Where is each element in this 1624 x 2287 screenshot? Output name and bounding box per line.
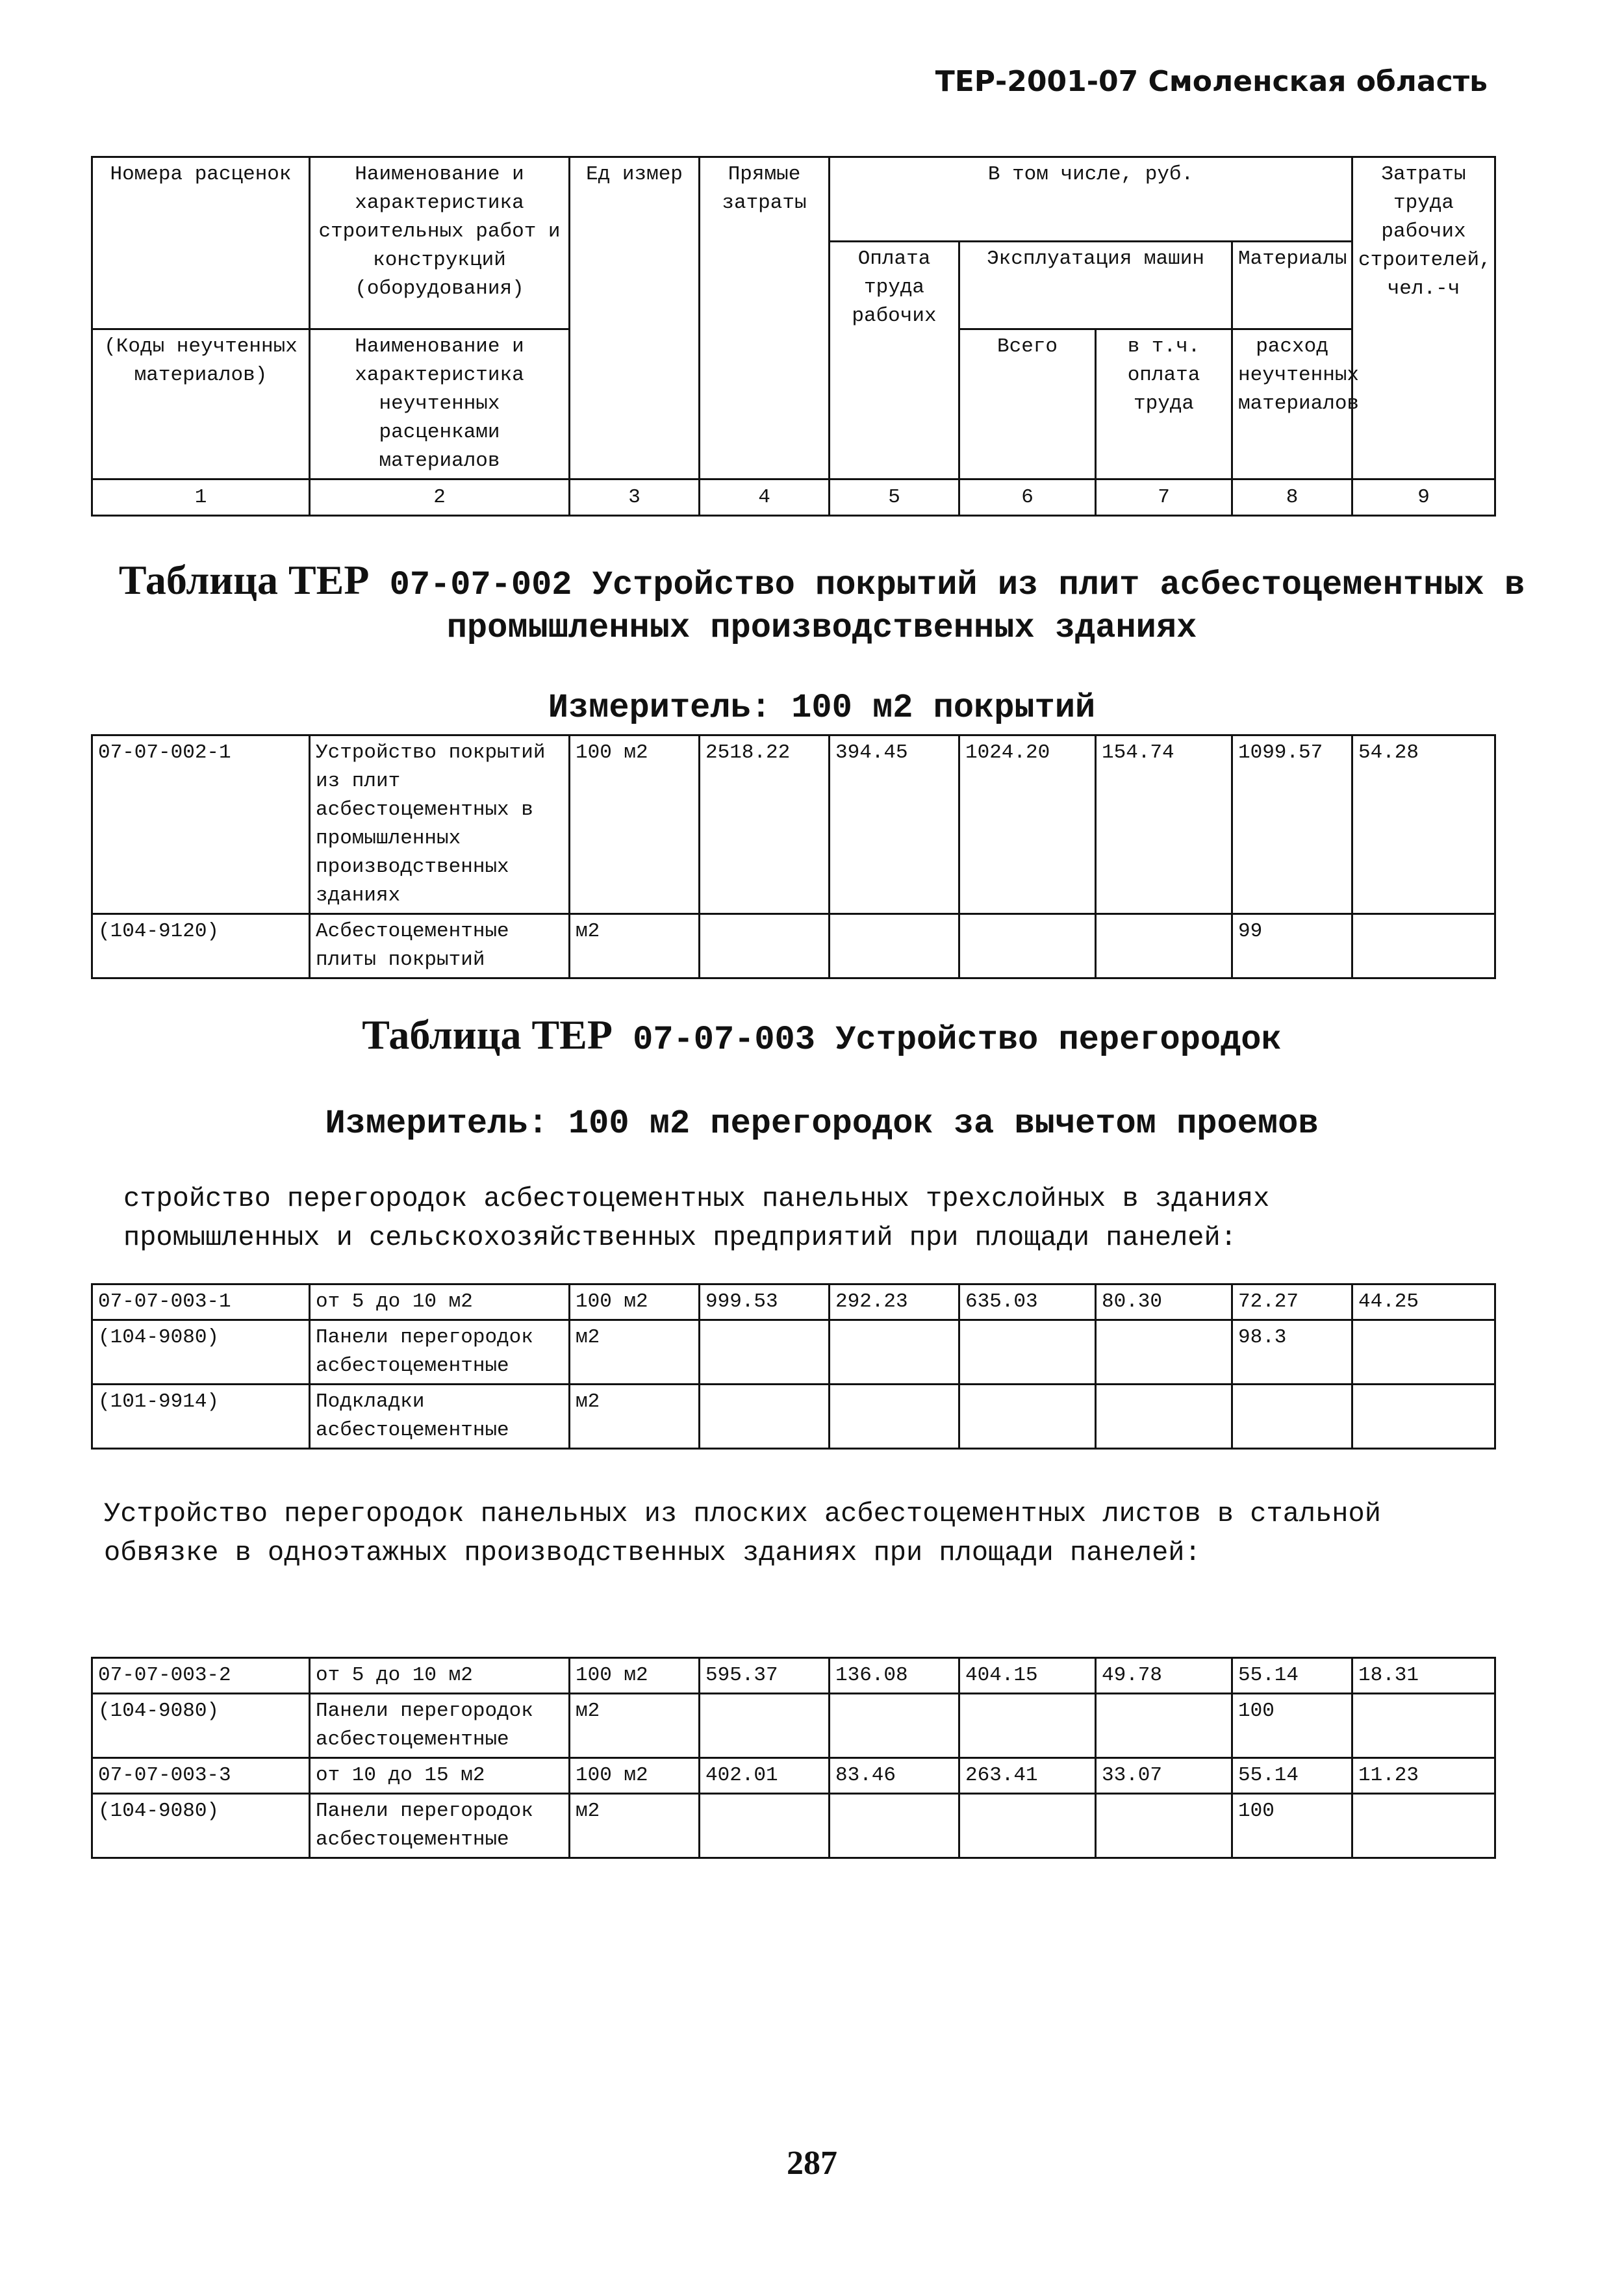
work-description: от 10 до 15 м2 xyxy=(310,1758,570,1794)
machines-labor xyxy=(1096,1794,1232,1858)
direct-costs xyxy=(700,1385,830,1449)
materials-consumption: 99 xyxy=(1232,914,1352,978)
header-including: В том числе, руб. xyxy=(830,157,1352,242)
labor-hours xyxy=(1352,1320,1495,1385)
direct-costs: 595.37 xyxy=(700,1658,830,1694)
direct-costs xyxy=(700,1694,830,1758)
table-row xyxy=(92,1758,1495,1794)
header-work-description: Наименование и характеристика строительных работ и конструкций (оборудования) xyxy=(310,157,570,329)
unit: 100 м2 xyxy=(570,735,700,914)
machines-total xyxy=(959,1694,1096,1758)
table-002-title-text: Устройство покрытий из плит асбестоцементных в промышленных производственных зданиях xyxy=(446,566,1525,647)
column-number: 3 xyxy=(570,479,700,516)
column-number: 6 xyxy=(959,479,1096,516)
column-number: 1 xyxy=(92,479,310,516)
rate-code: 07-07-003-2 xyxy=(92,1658,310,1694)
materials-consumption: 98.3 xyxy=(1232,1320,1352,1385)
labor-hours xyxy=(1352,914,1495,978)
table-002-title-code: 07-07-002 xyxy=(389,566,572,604)
direct-costs: 999.53 xyxy=(700,1284,830,1320)
header-machines-labor: в т.ч. оплата труда xyxy=(1096,329,1232,479)
machines-total xyxy=(959,914,1096,978)
header-unit: Ед измер xyxy=(570,157,700,479)
table-003-title-lead: Таблица ТЕР xyxy=(362,1012,613,1058)
machines-labor xyxy=(1096,1320,1232,1385)
header-material-description: Наименование и характеристика неучтенных расценками материалов xyxy=(310,329,570,479)
materials-consumption xyxy=(1232,1385,1352,1449)
unit: м2 xyxy=(570,1794,700,1858)
machines-labor xyxy=(1096,1694,1232,1758)
column-header-table xyxy=(91,156,1496,517)
materials: 1099.57 xyxy=(1232,735,1352,914)
labor-hours xyxy=(1352,1794,1495,1858)
material-description: Панели перегородок асбестоцементные xyxy=(310,1694,570,1758)
unit: м2 xyxy=(570,914,700,978)
table-003-meter: Измеритель: 100 м2 перегородок за вычетом проемов xyxy=(325,1105,1319,1143)
table-003-title-code: 07-07-003 xyxy=(633,1021,815,1059)
column-number: 2 xyxy=(310,479,570,516)
material-description: Асбестоцементные плиты покрытий xyxy=(310,914,570,978)
material-code: (101-9914) xyxy=(92,1385,310,1449)
column-number: 8 xyxy=(1232,479,1352,516)
table-002-title xyxy=(78,559,1566,650)
table-row xyxy=(92,735,1495,914)
labor-hours: 18.31 xyxy=(1352,1658,1495,1694)
machines-labor: 80.30 xyxy=(1096,1284,1232,1320)
labor-pay: 83.46 xyxy=(830,1758,959,1794)
table-row xyxy=(92,1385,1495,1449)
labor-pay xyxy=(830,1794,959,1858)
labor-pay xyxy=(830,1694,959,1758)
machines-total xyxy=(959,1385,1096,1449)
labor-hours: 11.23 xyxy=(1352,1758,1495,1794)
materials: 55.14 xyxy=(1232,1758,1352,1794)
materials: 72.27 xyxy=(1232,1284,1352,1320)
direct-costs: 2518.22 xyxy=(700,735,830,914)
table-row xyxy=(92,914,1495,978)
rate-code: 07-07-003-1 xyxy=(92,1284,310,1320)
table-003-title xyxy=(78,1014,1566,1062)
labor-hours xyxy=(1352,1694,1495,1758)
unit: 100 м2 xyxy=(570,1658,700,1694)
page-number: 287 xyxy=(787,2145,837,2182)
table-row xyxy=(92,1658,1495,1694)
table-row xyxy=(92,1284,1495,1320)
unit: м2 xyxy=(570,1320,700,1385)
materials: 55.14 xyxy=(1232,1658,1352,1694)
labor-pay xyxy=(830,914,959,978)
unit: 100 м2 xyxy=(570,1284,700,1320)
machines-labor xyxy=(1096,1385,1232,1449)
material-code: (104-9080) xyxy=(92,1794,310,1858)
header-rate-numbers: Номера расценок xyxy=(92,157,310,329)
running-header: ТЕР-2001-07 Смоленская область xyxy=(935,65,1488,98)
table-003-group-1 xyxy=(91,1283,1496,1450)
header-materials-consumption: расход неучтенных материалов xyxy=(1232,329,1352,479)
table-row xyxy=(92,1320,1495,1385)
materials-consumption: 100 xyxy=(1232,1794,1352,1858)
column-number: 7 xyxy=(1096,479,1232,516)
table-003-title-text: Устройство перегородок xyxy=(835,1021,1282,1059)
labor-hours: 54.28 xyxy=(1352,735,1495,914)
table-002 xyxy=(91,734,1496,979)
table-002-title-lead: Таблица ТЕР xyxy=(118,557,370,603)
machines-labor: 49.78 xyxy=(1096,1658,1232,1694)
rate-code: 07-07-003-3 xyxy=(92,1758,310,1794)
rate-code: 07-07-002-1 xyxy=(92,735,310,914)
machines-total xyxy=(959,1794,1096,1858)
material-description: Панели перегородок асбестоцементные xyxy=(310,1794,570,1858)
header-direct-costs: Прямые затраты xyxy=(700,157,830,479)
work-description: Устройство покрытий из плит асбестоцементных в промышленных производственных зданиях xyxy=(310,735,570,914)
material-description: Панели перегородок асбестоцементные xyxy=(310,1320,570,1385)
unit: м2 xyxy=(570,1385,700,1449)
direct-costs xyxy=(700,1794,830,1858)
table-row xyxy=(92,1794,1495,1858)
direct-costs xyxy=(700,1320,830,1385)
labor-pay: 394.45 xyxy=(830,735,959,914)
header-labor-costs: Затраты труда рабочих строителей, чел.-ч xyxy=(1352,157,1495,479)
machines-total: 1024.20 xyxy=(959,735,1096,914)
material-description: Подкладки асбестоцементные xyxy=(310,1385,570,1449)
header-material-codes: (Коды неучтенных материалов) xyxy=(92,329,310,479)
material-code: (104-9120) xyxy=(92,914,310,978)
direct-costs: 402.01 xyxy=(700,1758,830,1794)
column-number: 5 xyxy=(830,479,959,516)
direct-costs xyxy=(700,914,830,978)
group-2-caption: Устройство перегородок панельных из плоских асбестоцементных листов в стальной обвязке в одноэтажных производственных зданиях при площади панелей: xyxy=(104,1498,1381,1568)
machines-total xyxy=(959,1320,1096,1385)
material-code: (104-9080) xyxy=(92,1694,310,1758)
labor-hours xyxy=(1352,1385,1495,1449)
group-1-caption: стройство перегородок асбестоцементных панельных трехслойных в зданиях промышленных и сельскохозяйственных предприятий при площади панелей: xyxy=(123,1183,1270,1253)
header-machine-operation: Эксплуатация машин xyxy=(959,242,1232,329)
machines-total: 404.15 xyxy=(959,1658,1096,1694)
header-labor-pay: Оплата труда рабочих xyxy=(830,242,959,479)
header-machines-total: Всего xyxy=(959,329,1096,479)
table-003-group-2 xyxy=(91,1657,1496,1859)
machines-labor xyxy=(1096,914,1232,978)
machines-labor: 33.07 xyxy=(1096,1758,1232,1794)
machines-total: 635.03 xyxy=(959,1284,1096,1320)
labor-pay xyxy=(830,1320,959,1385)
header-materials: Материалы xyxy=(1232,242,1352,329)
work-description: от 5 до 10 м2 xyxy=(310,1658,570,1694)
work-description: от 5 до 10 м2 xyxy=(310,1284,570,1320)
material-code: (104-9080) xyxy=(92,1320,310,1385)
labor-pay: 292.23 xyxy=(830,1284,959,1320)
labor-pay: 136.08 xyxy=(830,1658,959,1694)
labor-pay xyxy=(830,1385,959,1449)
labor-hours: 44.25 xyxy=(1352,1284,1495,1320)
machines-labor: 154.74 xyxy=(1096,735,1232,914)
machines-total: 263.41 xyxy=(959,1758,1096,1794)
table-002-meter: Измеритель: 100 м2 покрытий xyxy=(548,689,1096,727)
table-row xyxy=(92,1694,1495,1758)
column-number: 4 xyxy=(700,479,830,516)
materials-consumption: 100 xyxy=(1232,1694,1352,1758)
column-number: 9 xyxy=(1352,479,1495,516)
unit: 100 м2 xyxy=(570,1758,700,1794)
unit: м2 xyxy=(570,1694,700,1758)
